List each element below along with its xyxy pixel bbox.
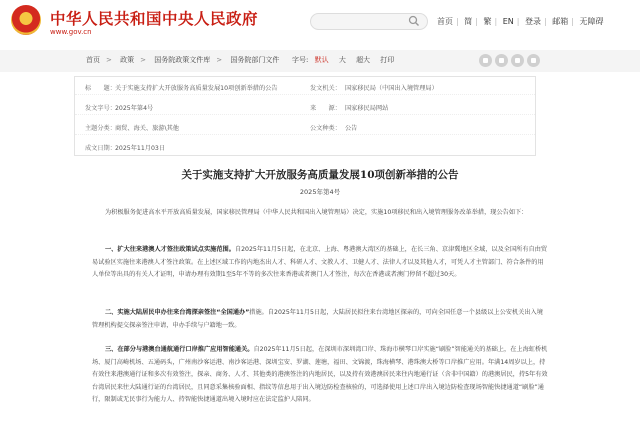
meta-value: 国家移民局网站	[345, 105, 389, 112]
nav-traditional[interactable]: 繁	[483, 17, 492, 26]
share-qq-icon[interactable]	[511, 54, 524, 67]
font-size-large[interactable]: 大	[338, 56, 346, 64]
paragraph-body: 自2025年11月5日起，在深圳市深圳湾口岸、珠海市横琴口岸实施“刷脸”智能通关的基础上，在上海虹桥机场、厦门高崎机场、五通码头，广州南沙客运港、南沙客运港、深圳宝安、罗湖、莲塘，福田、文锦渡，珠海横琴、港珠澳大桥等口岸推广应用。年满14周岁以上，持有效往来港澳通行证和多次有效签注，探亲、商务、人才、其他类的港澳签注的内地居民，以及持有效港澳居民来往内地通行证（含非中国籍）的港澳居民，持5年有效台湾居民来往大陆通行证的台湾居民，且同意采集核验面相、指纹等信息用于出入境边防检查核验的，可选择使用上述口岸出入境边防检查现场智能快捷通道“刷脸”通行，限制或无民事行为能力人、持智能快捷通道出境入境时应在法定监护人陪同。	[92, 346, 548, 403]
paragraph-body: 措施。自2025年11月5日起，大陆居民拟往来台湾地区探亲的，可向全国任意一个县级以上公安机关出入境管理机构提交探亲签注申请，申办手续与户籍地一致。	[92, 309, 543, 329]
meta-row	[75, 119, 535, 135]
meta-value: 商贸、海关、旅游\其他	[115, 125, 179, 132]
breadcrumb-home[interactable]: 首页	[86, 56, 100, 64]
meta-key: 公文种类：	[310, 125, 341, 132]
meta-key: 来 源：	[310, 105, 341, 112]
meta-value: 公告	[345, 125, 358, 132]
font-size-label: 字号:	[292, 56, 309, 64]
paragraph-heading: 三、在部分与港澳台通航通行口岸推广应用智能通关。	[105, 346, 254, 353]
meta-key: 主题分类：	[85, 125, 116, 132]
nav-accessibility[interactable]: 无障碍	[579, 17, 604, 26]
font-size-control	[292, 55, 398, 65]
breadcrumb-policy-library[interactable]: 国务院政策文件库	[154, 56, 211, 64]
breadcrumb-department-docs[interactable]: 国务院部门文件	[230, 56, 280, 64]
site-url: www.gov.cn	[50, 28, 92, 36]
meta-key: 发文机关：	[310, 85, 341, 92]
paragraph-body: 自2025年11月5日起，在北京、上海、粤港澳大湾区的基础上，在长三角、京津冀地区全域，以及全国所有自由贸易试验区实施往来港澳人才签注政策。在上述区域工作的内地杰出人才、科研人才、文教人才、卫健人才、法律人才以及其他人才，可凭人才主管部门、符合条件的用人单位等出具的有关人才证明，申请办理有效期1至5年不等的多次往来香港或者澳门人才签注，每次在香港或者澳门停留不超过30天。	[92, 246, 548, 278]
share-actions	[479, 52, 543, 71]
paragraph-heading: 一、扩大往来港澳人才签注政策试点实施范围。	[105, 246, 235, 253]
breadcrumb-policy[interactable]: 政策	[120, 56, 135, 64]
share-weibo-icon[interactable]	[495, 54, 508, 67]
print-icon[interactable]	[527, 54, 540, 67]
meta-value: 关于实施支持扩大开放服务高质量发展10项创新举措的公告	[115, 85, 278, 92]
site-title[interactable]: 中华人民共和国中央人民政府	[50, 9, 259, 28]
meta-key: 标 题：	[85, 85, 116, 92]
print-button[interactable]: 打印	[380, 56, 395, 64]
meta-key: 发文字号：	[85, 105, 116, 112]
meta-value: 国家移民局（中国出入境管理局）	[345, 85, 438, 92]
site-header	[0, 0, 640, 44]
nav-simplified[interactable]: 简	[464, 17, 473, 26]
nav-mail[interactable]: 邮箱	[552, 17, 569, 26]
paragraph-heading: 二、实施大陆居民申办往来台湾探亲签注“全国通办”	[105, 309, 250, 316]
meta-row	[75, 139, 535, 155]
meta-row	[75, 79, 535, 95]
meta-key: 成文日期：	[85, 145, 116, 152]
article-paragraph	[92, 244, 548, 282]
font-size-xlarge[interactable]: 超大	[356, 56, 371, 64]
article-number: 2025年第4号	[299, 188, 341, 196]
search-icon[interactable]	[408, 15, 420, 27]
article-intro: 为积极服务促进高水平开放高质量发展，国家移民管理局（中华人民共和国出入境管理局）决定，实施10项移民和出入境管理服务改革举措，现公告如下：	[105, 209, 528, 216]
article-paragraph	[92, 344, 548, 407]
nav-english[interactable]: EN	[502, 17, 514, 26]
breadcrumb: 首页 > 政策 > 国务院政策文件库 > 国务院部门文件	[86, 56, 280, 64]
nav-home[interactable]: 首页	[437, 17, 453, 26]
national-emblem-icon[interactable]	[11, 5, 41, 35]
top-nav: 首页 | 简 | 繁 | EN | 登录 | 邮箱 | 无障碍	[437, 17, 604, 26]
nav-login[interactable]: 登录	[525, 17, 542, 26]
meta-value: 2025年第4号	[115, 105, 154, 112]
meta-row	[75, 99, 535, 115]
article-title: 关于实施支持扩大开放服务高质量发展10项创新举措的公告	[181, 169, 459, 181]
font-size-default[interactable]: 默认	[314, 56, 329, 64]
share-wechat-icon[interactable]	[479, 54, 492, 67]
document-metadata	[74, 76, 536, 156]
article-paragraph	[92, 307, 548, 332]
meta-value: 2025年11月03日	[115, 145, 166, 152]
